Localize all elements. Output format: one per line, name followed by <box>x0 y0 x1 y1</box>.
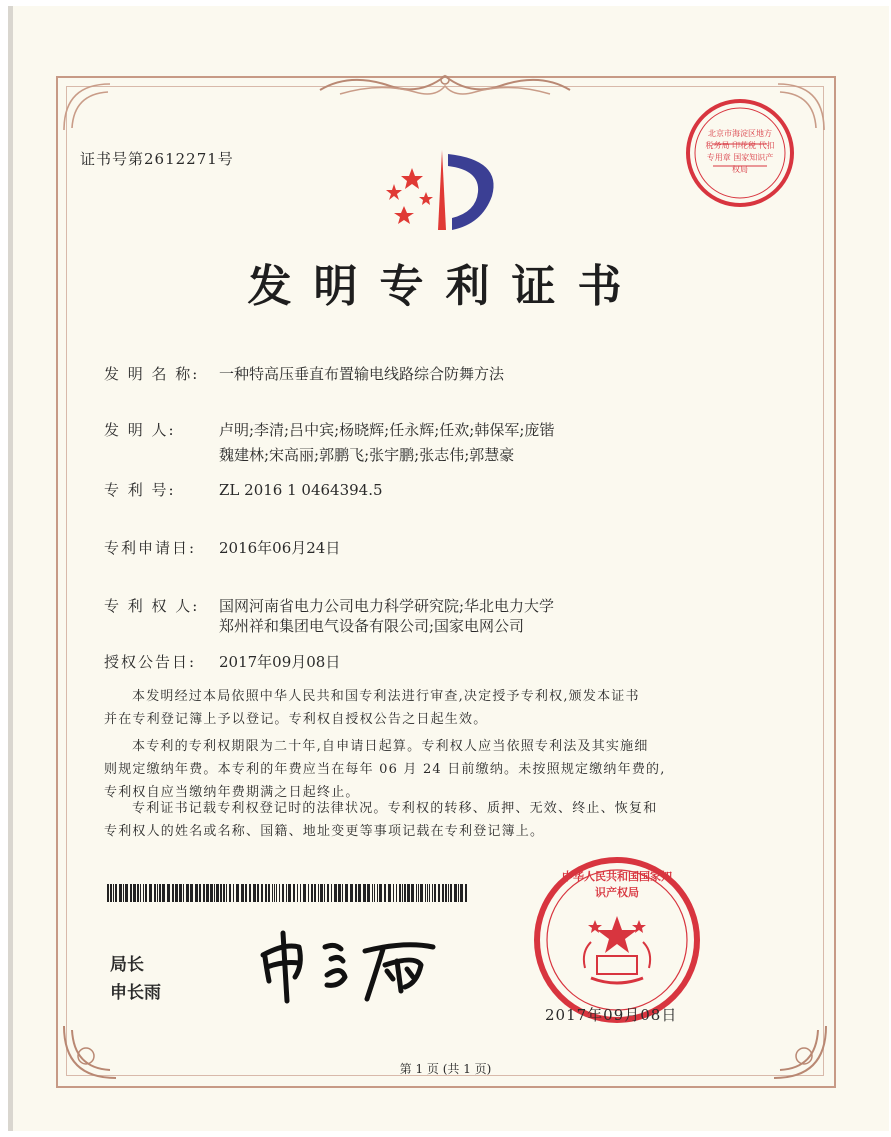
inventor-row <box>104 418 554 442</box>
invention-name-value: 一种特高压垂直布置输电线路综合防舞方法 <box>219 365 505 383</box>
paragraph-1 <box>104 685 764 731</box>
patent-number-label: 专 利 号: <box>104 481 176 499</box>
paragraph-2 <box>104 735 764 804</box>
barcode-bar <box>149 884 152 902</box>
barcode-bar <box>223 884 225 902</box>
barcode-bar <box>379 884 382 902</box>
barcode-bar <box>226 884 227 902</box>
barcode-bar <box>429 884 430 902</box>
barcode-bar <box>293 884 295 902</box>
barcode-bar <box>372 884 373 902</box>
barcode-bar <box>355 884 357 902</box>
barcode-bar <box>388 884 391 902</box>
barcode-bar <box>216 884 219 902</box>
barcode-bar <box>119 884 122 902</box>
barcode-bar <box>186 884 189 902</box>
barcode-bar <box>318 884 319 902</box>
barcode-bar <box>110 884 112 902</box>
application-date-value: 2016年06月24日 <box>219 539 341 557</box>
barcode-bar <box>442 884 444 902</box>
barcode-bar <box>432 884 433 902</box>
barcode-bar <box>303 884 306 902</box>
barcode-bar <box>183 884 184 902</box>
barcode-bar <box>418 884 419 902</box>
barcode-bar <box>268 884 270 902</box>
barcode-bar <box>399 884 401 902</box>
barcode-bar <box>460 884 463 902</box>
paragraph-line: 并在专利登记簿上予以登记。专利权自授权公告之日起生效。 <box>104 712 488 727</box>
barcode-bar <box>411 884 414 902</box>
application-date-label: 专利申请日: <box>104 539 197 557</box>
paragraph-line: 专利权人的姓名或名称、国籍、地址变更等事项记载在专利登记簿上。 <box>104 824 545 839</box>
barcode-bar <box>253 884 256 902</box>
paragraph-line: 本专利的专利权期限为二十年,自申请日起算。专利权人应当依照专利法及其实施细 <box>132 739 649 754</box>
barcode-bar <box>137 884 139 902</box>
barcode-bar <box>274 884 275 902</box>
barcode-bar <box>214 884 215 902</box>
barcode-bar <box>229 884 231 902</box>
barcode-bar <box>133 884 136 902</box>
barcode-bar <box>358 884 361 902</box>
chief-title: 局长 <box>110 955 144 975</box>
barcode-bar <box>140 884 141 902</box>
barcode-bar <box>220 884 222 902</box>
patentee-value-line1: 国网河南省电力公司电力科学研究院;华北电力大学 <box>219 597 555 615</box>
barcode-bar <box>241 884 244 902</box>
barcode-bar <box>245 884 247 902</box>
barcode-bar <box>450 884 452 902</box>
barcode-bar <box>324 884 325 902</box>
barcode-bar <box>107 884 109 902</box>
barcode-bar <box>342 884 343 902</box>
barcode-bar <box>420 884 423 902</box>
barcode-stripes <box>107 884 469 902</box>
barcode-bar <box>416 884 417 902</box>
barcode-bar <box>190 884 193 902</box>
barcode-bar <box>438 884 440 902</box>
patentee-value-line2: 郑州祥和集团电气设备有限公司;国家电网公司 <box>219 617 525 635</box>
barcode-bar <box>113 884 114 902</box>
paragraph-line: 本发明经过本局依照中华人民共和国专利法进行审查,决定授予专利权,颁发本证书 <box>132 689 640 704</box>
paragraph-3 <box>104 797 764 843</box>
barcode-bar <box>367 884 370 902</box>
barcode-bar <box>434 884 436 902</box>
barcode-bar <box>377 884 378 902</box>
barcode-bar <box>115 884 117 902</box>
barcode-bar <box>279 884 280 902</box>
barcode-bar <box>282 884 284 902</box>
barcode-bar <box>407 884 410 902</box>
handwritten-signature-icon <box>255 925 445 1005</box>
barcode-bar <box>396 884 397 902</box>
grant-date-label: 授权公告日: <box>104 653 197 671</box>
patent-number-row <box>104 478 383 502</box>
barcode-bar <box>265 884 267 902</box>
barcode-bar <box>249 884 251 902</box>
inventor-label: 发 明 人: <box>104 421 176 439</box>
paragraph-line: 专利证书记载专利权登记时的法律状况。专利权的转移、质押、无效、终止、恢复和 <box>132 801 658 816</box>
barcode-bar <box>427 884 428 902</box>
barcode-bar <box>350 884 353 902</box>
barcode-bar <box>143 884 144 902</box>
chief-name: 申长雨 <box>110 983 161 1003</box>
office-seal-text: 中华人民共和国国家知识产权局 <box>562 870 672 899</box>
barcode-bar <box>297 884 298 902</box>
barcode-bar <box>272 884 273 902</box>
grant-date-value: 2017年09月08日 <box>219 653 341 671</box>
barcode-bar <box>210 884 213 902</box>
barcode-bar <box>162 884 165 902</box>
barcode-bar <box>257 884 259 902</box>
tax-seal-text: 北京市海淀区地方税务局 印花税 代扣专用章 国家知识产权局 <box>705 129 775 174</box>
barcode-bar <box>167 884 170 902</box>
patent-number-value: ZL 2016 1 0464394.5 <box>219 481 383 499</box>
barcode-bar <box>236 884 239 902</box>
barcode-bar <box>154 884 156 902</box>
barcode-bar <box>157 884 158 902</box>
barcode-bar <box>130 884 132 902</box>
barcode-bar <box>199 884 201 902</box>
page-indicator: 第 1 页 (共 1 页) <box>399 1062 492 1076</box>
barcode-bar <box>384 884 386 902</box>
barcode-bar <box>327 884 329 902</box>
top-ornament-icon <box>310 68 580 102</box>
barcode-bar <box>338 884 341 902</box>
application-date-row <box>104 536 340 560</box>
barcode-bar <box>465 884 467 902</box>
barcode-bar <box>345 884 348 902</box>
barcode-bar <box>300 884 301 902</box>
barcode-bar <box>145 884 147 902</box>
barcode-bar <box>206 884 209 902</box>
patentee-label: 专 利 权 人: <box>104 597 200 615</box>
barcode-bar <box>172 884 174 902</box>
barcode-bar <box>286 884 287 902</box>
barcode-bar <box>123 884 124 902</box>
invention-name-row <box>104 362 504 386</box>
barcode-bar <box>276 884 277 902</box>
corner-ornament-icon <box>60 80 120 140</box>
barcode-bar <box>320 884 323 902</box>
barcode-bar <box>314 884 316 902</box>
barcode-bar <box>402 884 403 902</box>
patentee-row-2 <box>104 614 524 638</box>
paragraph-line: 专利权自应当缴纳年费期满之日起终止。 <box>104 785 360 800</box>
barcode-bar <box>374 884 375 902</box>
barcode-bar <box>261 884 263 902</box>
barcode-bar <box>445 884 447 902</box>
signing-date: 2017年09月08日 <box>545 1006 678 1024</box>
barcode-bar <box>425 884 426 902</box>
barcode-bar <box>448 884 449 902</box>
paragraph-line: 则规定缴纳年费。本专利的年费应当在每年 06 月 24 日前缴纳。未按照规定缴纳年费的, <box>104 762 666 777</box>
inventor-value-line1: 卢明;李清;吕中宾;杨晓辉;任永辉;任欢;韩保军;庞锴 <box>219 421 555 439</box>
barcode-bar <box>203 884 205 902</box>
inventor-value-line2: 魏建林;宋高丽;郭鹏飞;张宇鹏;张志伟;郭慧豪 <box>219 446 515 464</box>
certificate-number: 证书号第2612271号 <box>80 150 234 168</box>
barcode-bar <box>404 884 406 902</box>
grant-date-row <box>104 650 340 674</box>
page-title: 发明专利证书 <box>247 261 644 312</box>
barcode-bar <box>195 884 198 902</box>
barcode-bar <box>363 884 366 902</box>
barcode <box>107 884 469 902</box>
barcode-bar <box>331 884 332 902</box>
barcode-bar <box>233 884 234 902</box>
barcode-bar <box>125 884 128 902</box>
invention-name-label: 发 明 名 称: <box>104 365 200 383</box>
barcode-bar <box>458 884 459 902</box>
inventor-row-2 <box>104 443 514 467</box>
barcode-bar <box>308 884 309 902</box>
barcode-bar <box>393 884 394 902</box>
barcode-bar <box>179 884 182 902</box>
barcode-bar <box>334 884 337 902</box>
barcode-bar <box>159 884 161 902</box>
patent-office-logo-icon <box>372 140 512 240</box>
barcode-bar <box>311 884 313 902</box>
barcode-bar <box>175 884 178 902</box>
barcode-bar <box>454 884 457 902</box>
barcode-bar <box>288 884 291 902</box>
